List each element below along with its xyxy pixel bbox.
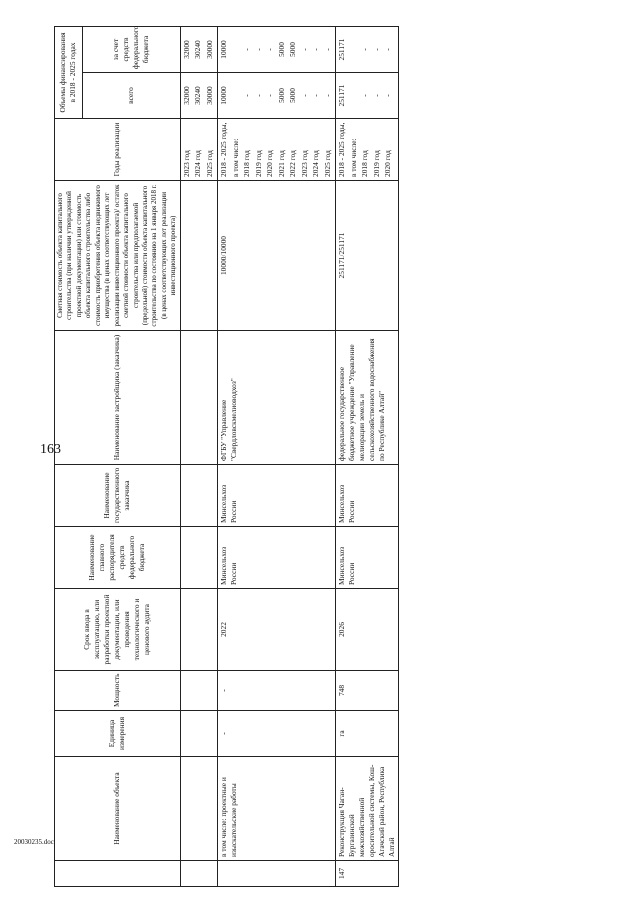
total-value: 5000 [288, 88, 298, 103]
cell-num [180, 861, 218, 887]
cell-years [336, 119, 399, 181]
year-line: 2021 год [276, 150, 286, 177]
total-value: 32000 [181, 86, 191, 105]
header-estimated-cost: Сметная стоимость объекта капитального строительства (при наличии утвержденной проектной документации) или стоимость объекта капитального строительства либо стоимость приобретения объекта недвижимого имущества (в ценах соответствующих лет реализации инвестиционного проекта)/ остаток сметной стоимости объекта капитального строительства или предполагаемой (предельной) стоимости объекта капитального строительства по состоянию на 1 января 2018 г. (в ценах соответствующих лет реализации инвестиционного проекта) [55, 181, 181, 331]
year-line: 2018 год [242, 150, 252, 177]
cell-capacity: - [218, 671, 336, 711]
total-value: - [242, 94, 252, 97]
rotated-table-container [54, 27, 624, 887]
year-line: 2020 год [383, 150, 393, 177]
cell-object-name: Реконструкция Чаган-Бургазинской межхозяйственной оросительной системы, Кош-Агачский район, Республика Алтай [336, 757, 399, 861]
total-value: 30000 [204, 86, 214, 105]
header-funding-federal: за счет средств федерального бюджета [82, 27, 180, 73]
cell-total [180, 73, 218, 119]
year-line: в том числе: [348, 138, 358, 177]
federal-value: 5000 [276, 42, 286, 57]
federal-value: - [322, 48, 332, 51]
header-customer: Наименование государственного заказчика [55, 465, 181, 527]
total-value: 251171 [337, 84, 347, 107]
federal-value: 30240 [193, 40, 203, 59]
year-line: 2018 год [360, 150, 370, 177]
year-line: 2018 - 2025 годы, [337, 122, 347, 177]
cell-num: 147 [336, 861, 399, 887]
table-row [218, 27, 336, 887]
cell-estimated-cost [180, 181, 218, 331]
cell-developer: ФГБУ "Управление "Свердловскмелиоводхоз" [218, 331, 336, 465]
federal-value: - [242, 48, 252, 51]
cell-total [336, 73, 399, 119]
year-line: 2025 год [204, 150, 214, 177]
year-line: в том числе: [230, 138, 240, 177]
federal-value: - [383, 48, 393, 51]
federal-value: - [311, 48, 321, 51]
header-unit: Единица измерения [55, 711, 181, 757]
page-number: 163 [40, 442, 61, 457]
header-funding-total: всего [82, 73, 180, 119]
year-line: 2025 год [322, 150, 332, 177]
total-value [349, 76, 361, 115]
total-value: 10000 [219, 86, 229, 105]
federal-value: 10000 [219, 40, 229, 59]
total-value: - [299, 94, 309, 97]
cell-developer: федеральное государственное бюджетное учреждение "Управление мелиорации земель и сельскохозяйственного водоснабжения по Республике Алтай" [336, 331, 399, 465]
cell-developer [180, 331, 218, 465]
total-value [231, 76, 243, 115]
header-gra: Наименование главного распорядителя средств федерального бюджета [55, 527, 181, 589]
total-value: - [311, 94, 321, 97]
cell-federal [336, 27, 399, 73]
federal-value: - [371, 48, 381, 51]
footer-filename: 20030235.doc [14, 838, 54, 846]
cell-num [218, 861, 336, 887]
federal-value: - [299, 48, 309, 51]
cell-years [180, 119, 218, 181]
table-row [336, 27, 399, 887]
federal-value: 5000 [288, 42, 298, 57]
federal-value: 251171 [337, 38, 347, 61]
header-capacity: Мощность [55, 671, 181, 711]
total-value: 30240 [193, 86, 203, 105]
federal-value [231, 30, 243, 69]
cell-gra: Минсельхоз России [336, 527, 399, 589]
year-line: 2024 год [193, 150, 203, 177]
cell-customer [180, 465, 218, 527]
header-term: Срок ввода в эксплуатацию, или разработки проектной документации, или проведения технологического и ценового аудита [55, 589, 181, 671]
cell-term: 2022 [218, 589, 336, 671]
cell-capacity: 748 [336, 671, 399, 711]
cell-federal [180, 27, 218, 73]
year-line: 2018 - 2025 годы, [219, 122, 229, 177]
table-row [180, 27, 218, 887]
year-line: 2023 год [181, 150, 191, 177]
year-line: 2024 год [311, 150, 321, 177]
cell-customer: Минсельхоз России [218, 465, 336, 527]
cell-gra [180, 527, 218, 589]
cell-unit: га [336, 711, 399, 757]
cell-object-name: в том числе: проектные и изыскательские работы [218, 757, 336, 861]
header-num [55, 861, 181, 887]
total-value: - [265, 94, 275, 97]
investment-objects-table [54, 26, 399, 887]
header-years: Годы реализации [55, 119, 181, 181]
federal-value: - [253, 48, 263, 51]
federal-value: 32000 [181, 40, 191, 59]
cell-estimated-cost: 10000/10000 [218, 181, 336, 331]
cell-unit [180, 711, 218, 757]
cell-term: 2026 [336, 589, 399, 671]
header-funding-group: Объемы финансирования в 2018 - 2025 годах [55, 27, 83, 119]
year-line: 2019 год [371, 150, 381, 177]
federal-value: - [265, 48, 275, 51]
cell-years [218, 119, 336, 181]
cell-term [180, 589, 218, 671]
year-line: 2020 год [265, 150, 275, 177]
year-line: 2023 год [299, 150, 309, 177]
header-object-name: Наименование объекта [55, 757, 181, 861]
year-line: 2019 год [253, 150, 263, 177]
federal-value: - [360, 48, 370, 51]
total-value: - [360, 94, 370, 97]
cell-total [218, 73, 336, 119]
total-value: - [253, 94, 263, 97]
total-value: - [322, 94, 332, 97]
cell-object-name [180, 757, 218, 861]
cell-estimated-cost: 251171/251171 [336, 181, 399, 331]
total-value: 5000 [276, 88, 286, 103]
federal-value: 30000 [204, 40, 214, 59]
year-line: 2022 год [288, 150, 298, 177]
cell-unit: - [218, 711, 336, 757]
cell-customer: Минсельхоз России [336, 465, 399, 527]
cell-capacity [180, 671, 218, 711]
cell-federal [218, 27, 336, 73]
total-value: - [371, 94, 381, 97]
header-developer: Наименование застройщика (заказчика) [55, 331, 181, 465]
cell-gra: Минсельхоз России [218, 527, 336, 589]
total-value: - [383, 94, 393, 97]
federal-value [349, 30, 361, 69]
